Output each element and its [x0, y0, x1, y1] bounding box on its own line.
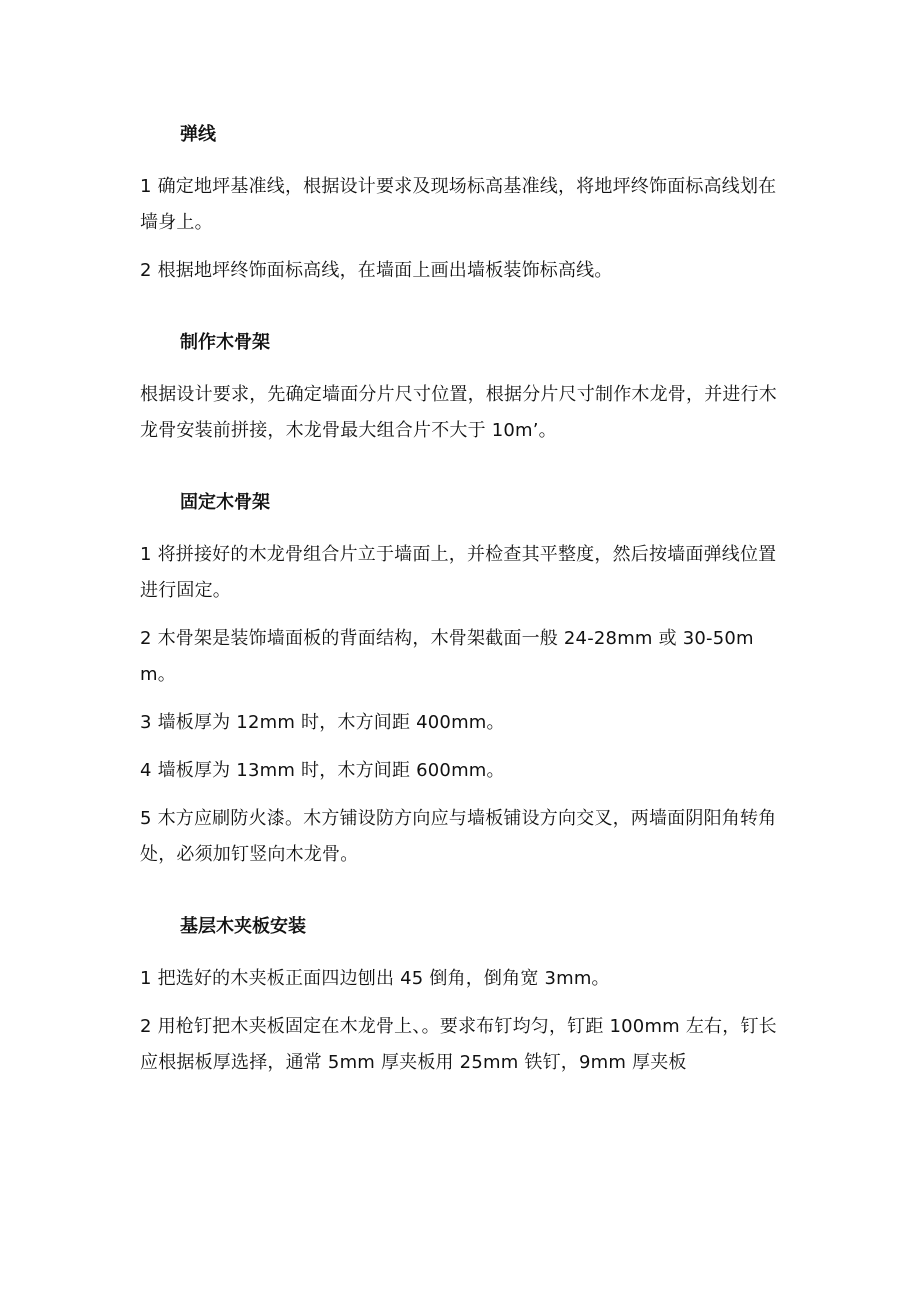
paragraph: 根据设计要求，先确定墙面分片尺寸位置，根据分片尺寸制作木龙骨，并进行木龙骨安装前拼接，木龙骨最大组合片不大于 10m’。	[140, 384, 777, 441]
section-make-wood-frame	[140, 329, 780, 449]
section-heading: 固定木骨架	[180, 492, 270, 513]
section-heading: 基层木夹板安装	[180, 916, 306, 937]
paragraph: 2 木骨架是装饰墙面板的背面结构，木骨架截面一般 24-28mm 或 30-50mm。	[140, 628, 754, 685]
section-fix-wood-frame	[140, 489, 780, 873]
paragraph: 3 墙板厚为 12mm 时，木方间距 400mm。	[140, 712, 505, 733]
paragraph: 2 用枪钉把木夹板固定在木龙骨上、。要求布钉均匀，钉距 100mm 左右，钉长应根据板厚选择，通常 5mm 厚夹板用 25mm 铁钉，9mm 厚夹板	[140, 1016, 777, 1073]
section-tanxian	[140, 121, 780, 289]
section-heading: 制作木骨架	[180, 332, 270, 353]
paragraph: 1 确定地坪基准线，根据设计要求及现场标高基准线，将地坪终饰面标高线划在墙身上。	[140, 176, 777, 233]
paragraph: 5 木方应刷防火漆。木方铺设防方向应与墙板铺设方向交叉，两墙面阴阳角转角处，必须加钉竖向木龙骨。	[140, 808, 777, 865]
paragraph: 1 把选好的木夹板正面四边刨出 45 倒角，倒角宽 3mm。	[140, 968, 610, 989]
section-plywood-install	[140, 913, 780, 1081]
paragraph: 2 根据地坪终饰面标高线，在墙面上画出墙板装饰标高线。	[140, 260, 613, 281]
paragraph: 1 将拼接好的木龙骨组合片立于墙面上，并检查其平整度，然后按墙面弹线位置进行固定。	[140, 544, 777, 601]
section-heading: 弹线	[180, 124, 216, 145]
paragraph: 4 墙板厚为 13mm 时，木方间距 600mm。	[140, 760, 505, 781]
